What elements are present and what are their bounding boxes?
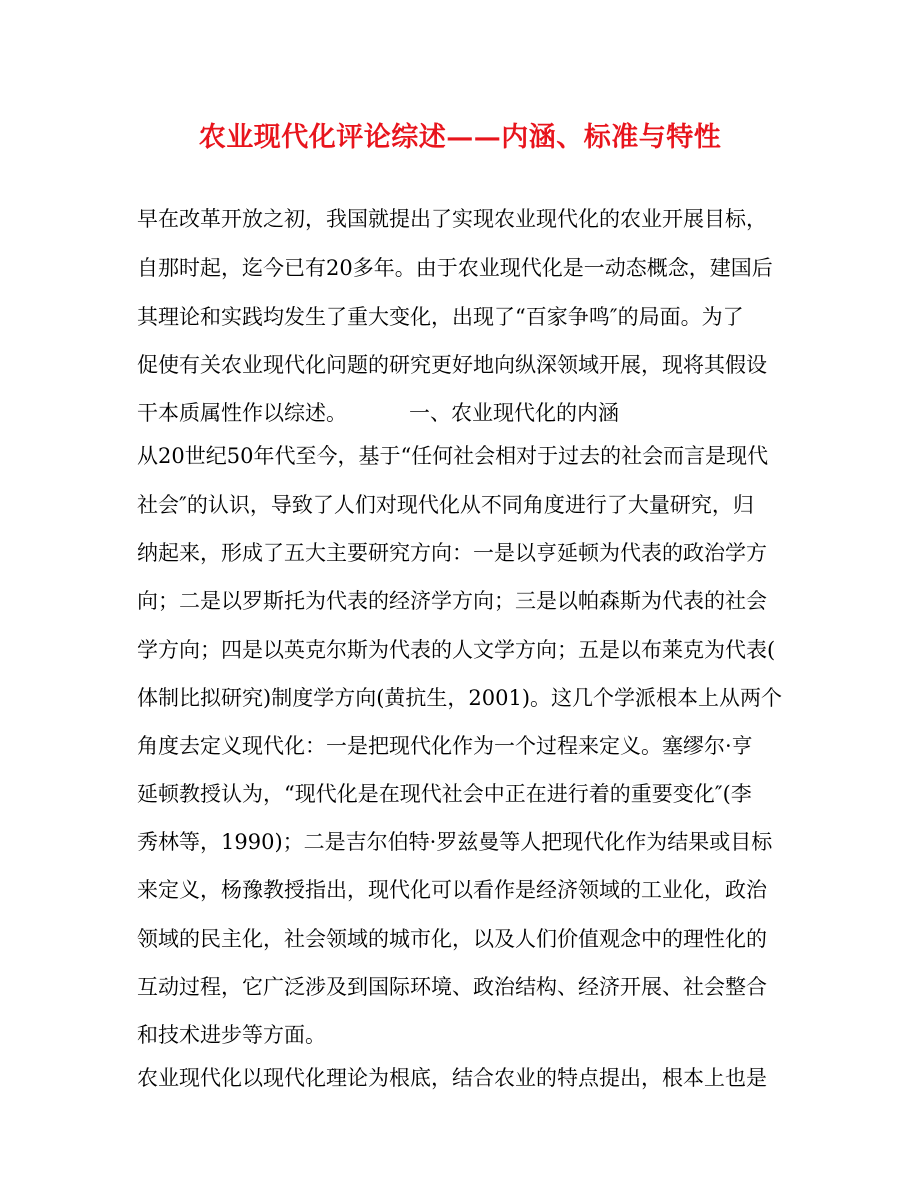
paragraph-line: 互动过程，它广泛涉及到国际环境、政治结构、经济开展、社会整合: [137, 975, 767, 999]
paragraph-line: 领域的民主化，社会领域的城市化，以及人们价值观念中的理性化的: [137, 927, 767, 951]
paragraph-line: 其理论和实践均发生了重大变化，出现了“百家争鸣″的局面。为了: [137, 305, 744, 329]
document-title: 农业现代化评论综述——内涵、标准与特性: [198, 122, 722, 153]
paragraph-line-text: 干本质属性作以综述。: [137, 401, 347, 425]
paragraph-line: 学方向；四是以英克尔斯为代表的人文学方向；五是以布莱克为代表(: [137, 638, 776, 662]
paragraph-line: 自那时起，迄今已有20多年。由于农业现代化是一动态概念，建国后: [137, 256, 773, 280]
paragraph-line: 纳起来，形成了五大主要研究方向：一是以亨延顿为代表的政治学方: [137, 541, 767, 565]
paragraph-line: 延顿教授认为，“现代化是在现代社会中正在进行着的重要变化″(李: [137, 782, 752, 806]
paragraph-line: 和技术进步等方面。: [137, 1023, 326, 1047]
paragraph-line: 农业现代化以现代化理论为根底，结合农业的特点提出，根本上也是: [137, 1066, 767, 1090]
section-heading: 一、农业现代化的内涵: [409, 401, 619, 425]
paragraph-line: 从20世纪50年代至今，基于“任何社会相对于过去的社会而言是现代: [137, 444, 769, 468]
paragraph-line: 体制比拟研究)制度学方向(黄抗生，2001)。这几个学派根本上从两个: [137, 686, 783, 710]
paragraph-line: 促使有关农业现代化问题的研究更好地向纵深领域开展，现将其假设: [137, 353, 767, 377]
paragraph-line: [137, 393, 619, 433]
paragraph-line: 来定义，杨豫教授指出，现代化可以看作是经济领域的工业化，政治: [137, 878, 767, 902]
paragraph-line: 角度去定义现代化：一是把现代化作为一个过程来定义。塞缪尔·亨: [137, 734, 753, 758]
paragraph-line: 早在改革开放之初，我国就提出了实现农业现代化的农业开展目标，: [137, 207, 767, 231]
paragraph-line: 向；二是以罗斯托为代表的经济学方向；三是以帕森斯为代表的社会: [137, 589, 767, 613]
paragraph-line: 社会″的认识，导致了人们对现代化从不同角度进行了大量研究，归: [137, 493, 754, 517]
paragraph-line: 秀林等，1990)；二是吉尔伯特·罗兹曼等人把现代化作为结果或目标: [137, 830, 773, 854]
